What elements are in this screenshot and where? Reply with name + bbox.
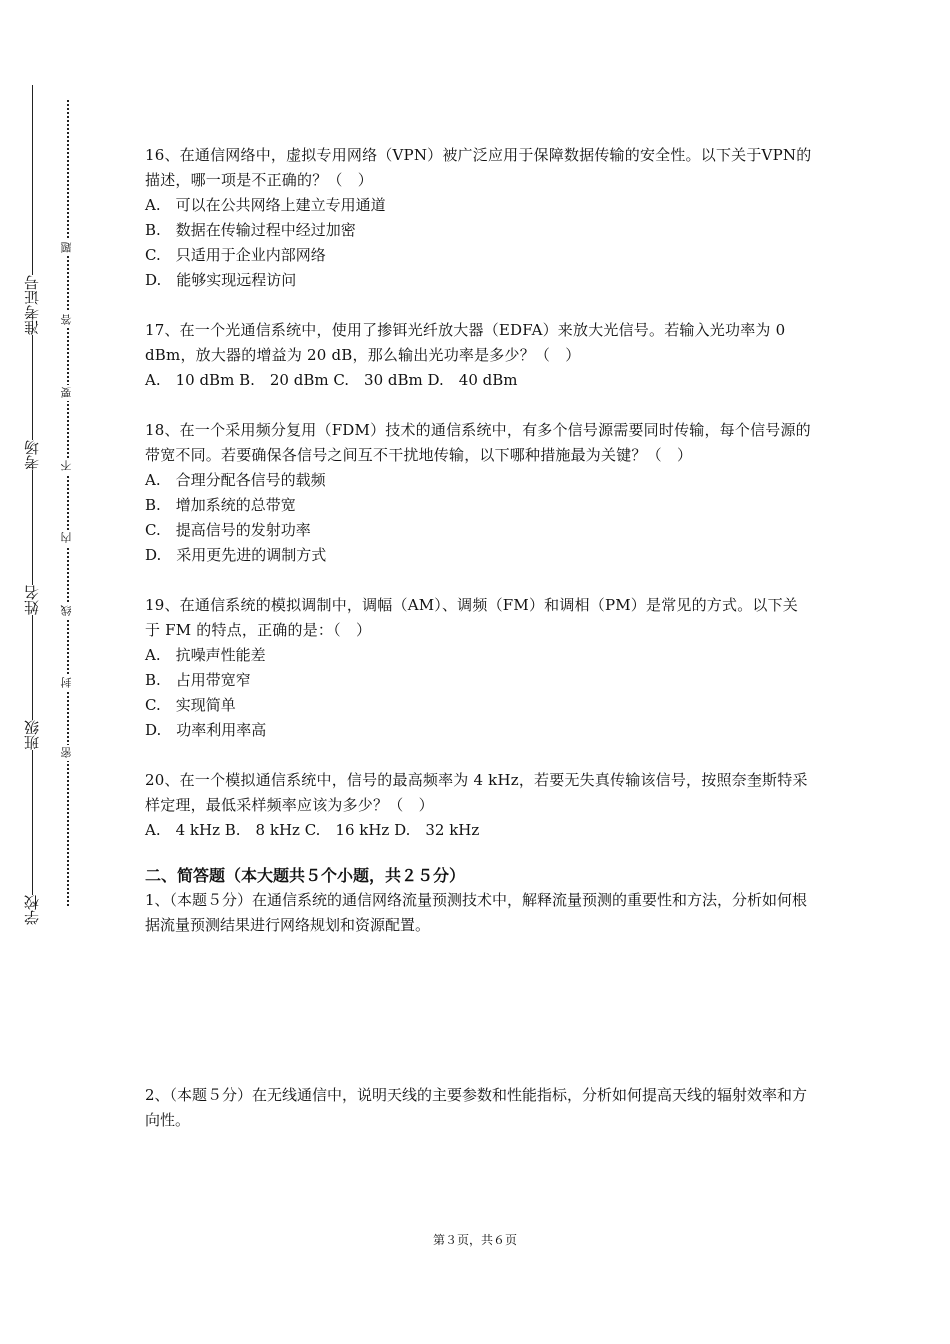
field-underline bbox=[32, 85, 33, 275]
question-stem: 18、在一个采用频分复用（FDM）技术的通信系统中，有多个信号源需要同时传输，每个信号源的带宽不同。若要确保各信号之间互不干扰地传输，以下哪种措施最为关键？（ ） bbox=[145, 421, 811, 464]
field-label-school: 学校 bbox=[23, 895, 41, 925]
field-underline bbox=[32, 335, 33, 440]
field-underline bbox=[32, 470, 33, 585]
short-answer-question-1: 1、（本题５分）在通信系统的通信网络流量预测技术中，解释流量预测的重要性和方法，分析如何根据流量预测结果进行网络规划和资源配置。 bbox=[145, 891, 808, 934]
options-inline: A. 10 dBm B. 20 dBm C. 30 dBm D. 40 dBm bbox=[145, 371, 518, 389]
seal-char: 线 bbox=[59, 603, 75, 619]
exam-content bbox=[145, 143, 813, 1133]
field-exam-number bbox=[22, 85, 42, 335]
question-19 bbox=[145, 593, 813, 743]
question-20 bbox=[145, 768, 813, 843]
option-c: C. 实现简单 bbox=[145, 696, 236, 714]
option-d: D. 能够实现远程访问 bbox=[145, 271, 297, 289]
field-name bbox=[22, 470, 42, 615]
seal-char: 内 bbox=[59, 530, 75, 546]
seal-char: 题 bbox=[59, 240, 75, 256]
option-a: A. 合理分配各信号的载频 bbox=[145, 471, 326, 489]
option-d: D. 采用更先进的调制方式 bbox=[145, 546, 327, 564]
option-b: B. 占用带宽窄 bbox=[145, 671, 251, 689]
question-18 bbox=[145, 418, 813, 568]
field-class bbox=[22, 615, 42, 750]
option-c: C. 提高信号的发射功率 bbox=[145, 521, 311, 539]
seal-char: 答 bbox=[59, 312, 75, 328]
seal-char: 不 bbox=[59, 458, 75, 474]
field-underline bbox=[32, 750, 33, 895]
question-stem: 20、在一个模拟通信系统中，信号的最高频率为 4 kHz，若要无失真传输该信号，按照奈奎斯特采样定理，最低采样频率应该为多少？（ ） bbox=[145, 771, 808, 814]
seal-char: 密 bbox=[59, 745, 75, 761]
field-label-name: 姓名 bbox=[23, 585, 41, 615]
option-b: B. 增加系统的总带宽 bbox=[145, 496, 296, 514]
option-b: B. 数据在传输过程中经过加密 bbox=[145, 221, 356, 239]
field-underline bbox=[32, 615, 33, 720]
question-stem: 17、在一个光通信系统中，使用了掺铒光纤放大器（EDFA）来放大光信号。若输入光功率为 0 dBm，放大器的增益为 20 dB，那么输出光功率是多少？（ ） bbox=[145, 321, 786, 364]
field-school bbox=[22, 750, 42, 925]
question-16 bbox=[145, 143, 813, 293]
option-a: A. 抗噪声性能差 bbox=[145, 646, 266, 664]
field-label-exam-number: 准考证号 bbox=[23, 275, 41, 335]
option-c: C. 只适用于企业内部网络 bbox=[145, 246, 326, 264]
question-17 bbox=[145, 318, 813, 393]
option-a: A. 可以在公共网络上建立专用通道 bbox=[145, 196, 386, 214]
field-label-exam-room: 考场 bbox=[23, 440, 41, 470]
seal-char: 要 bbox=[59, 385, 75, 401]
field-exam-room bbox=[22, 335, 42, 470]
answer-space bbox=[145, 938, 813, 1083]
question-stem: 16、在通信网络中，虚拟专用网络（VPN）被广泛应用于保障数据传输的安全性。以下关于VPN的描述，哪一项是不正确的？（ ） bbox=[145, 146, 812, 189]
short-answer-question-2: 2、（本题５分）在无线通信中，说明天线的主要参数和性能指标，分析如何提高天线的辐射效率和方向性。 bbox=[145, 1086, 808, 1129]
question-stem: 19、在通信系统的模拟调制中，调幅（AM）、调频（FM）和调相（PM）是常见的方式。以下关于 FM 的特点，正确的是：（ ） bbox=[145, 596, 799, 639]
section-title-short-answer: 二、简答题（本大题共５个小题，共２５分） bbox=[145, 866, 466, 885]
page-footer: 第３页，共６页 bbox=[432, 1233, 517, 1247]
options-inline: A. 4 kHz B. 8 kHz C. 16 kHz D. 32 kHz bbox=[145, 821, 480, 839]
option-d: D. 功率利用率高 bbox=[145, 721, 267, 739]
seal-char: 封 bbox=[59, 675, 75, 691]
seal-dotted-line bbox=[67, 100, 69, 906]
field-label-class: 班级 bbox=[23, 720, 41, 750]
